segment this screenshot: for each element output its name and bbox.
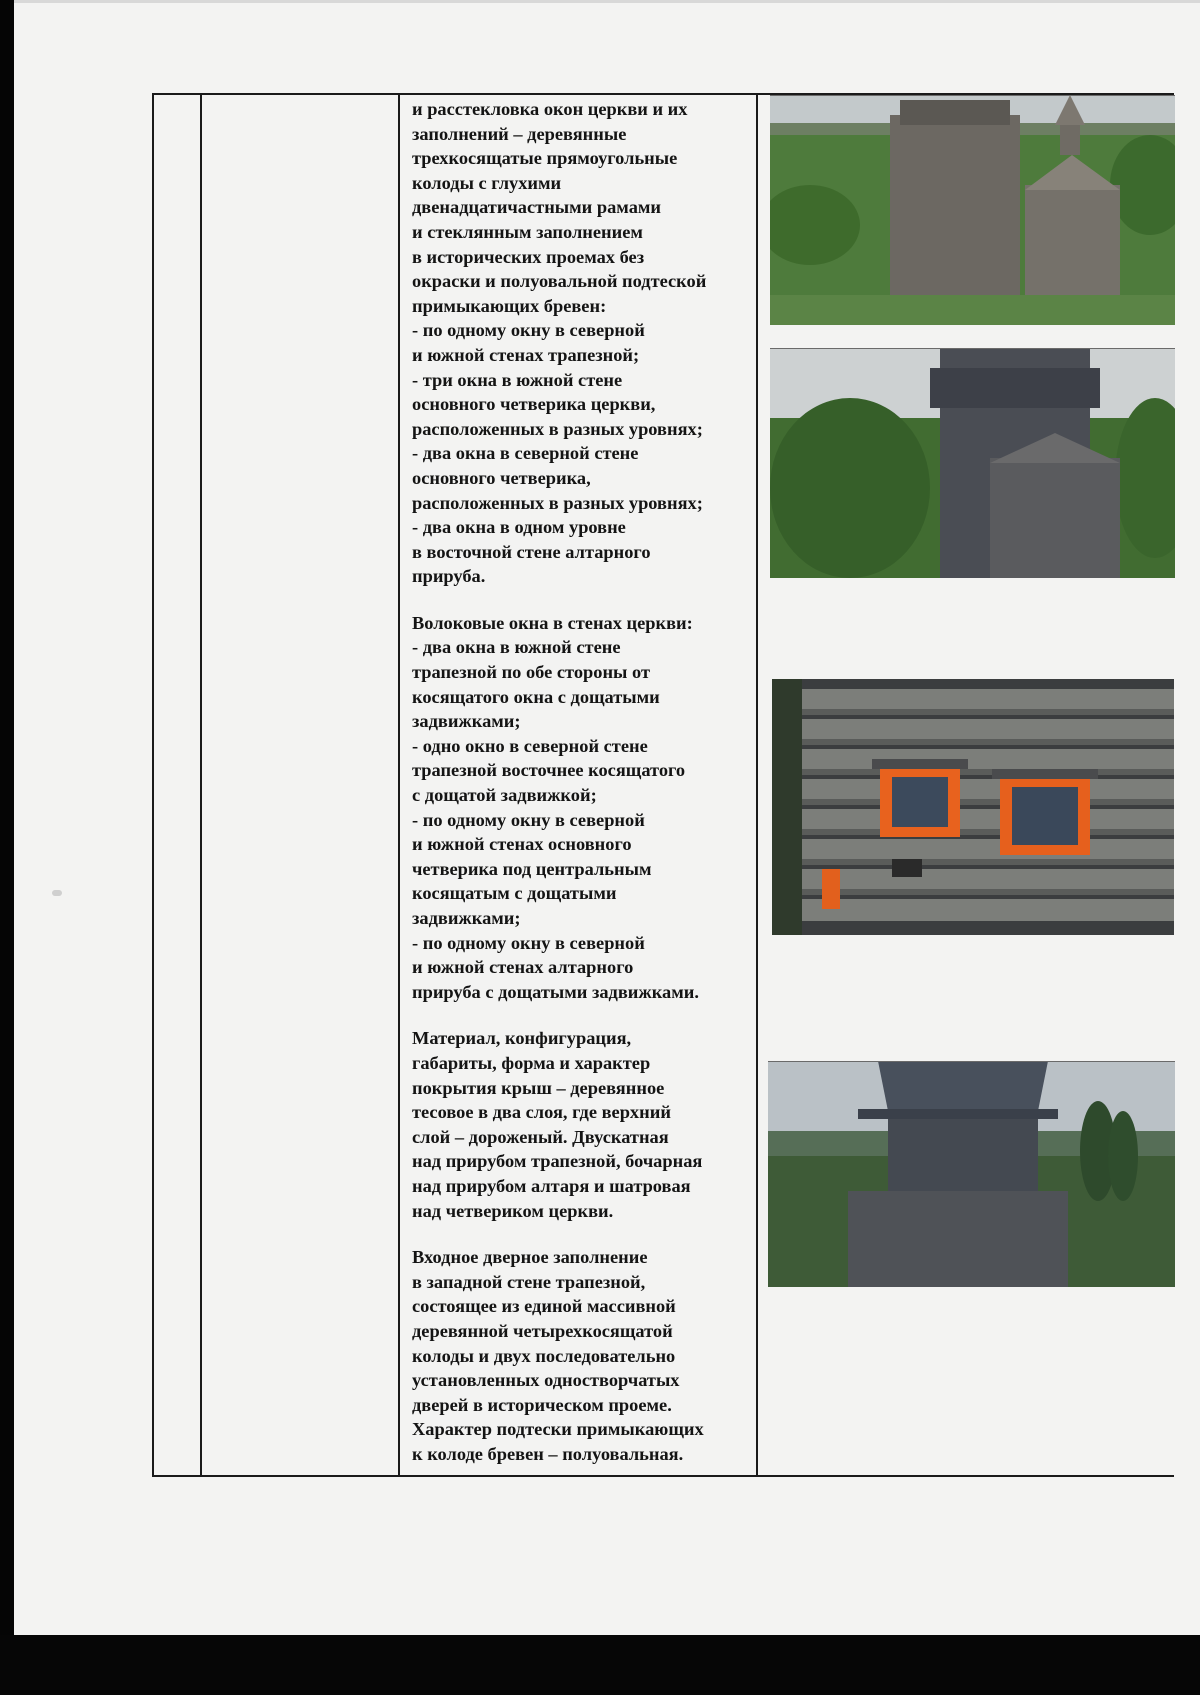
photo-rule bbox=[768, 1061, 1175, 1062]
paragraph-volokovye-windows: Волоковые окна в стенах церкви: - два окна в южной стене трапезной по обе стороны от косящатого окна с дощатыми задвижками; - одно окно в северной стене трапезной восточнее косящатого с дощатой задвижкой; - по одному окну в северной и южной стенах основного четверика под центральным косящатым с дощатыми задвижками; - по одному окну в северной и южной стенах алтарного прируба с дощатыми задвижками. bbox=[412, 612, 699, 1002]
scan-left-border bbox=[0, 0, 14, 1695]
paragraph-entrance-door: Входное дверное заполнение в западной стене трапезной, состоящее из единой массивной деревянной четырехкосящатой колоды и двух последовательно установленных одностворчатых дверей в историческом проеме. Характер подтески примыкающих к колоде бревен – полуовальная. bbox=[412, 1247, 704, 1464]
paragraph-windows: и расстекловка окон церкви и их заполнений – деревянные трехкосящатые прямоугольные колоды с глухими двенадцатичастными рамами и стеклянным заполнением в исторических проемах без окраски и полуовальной подтеской примыкающих бревен: - по одному окну в северной и южной стенах трапезной; - три окна в южной стене основного четверика церкви, расположенных в разных уровнях; - два окна в северной стене основного четверика, расположенных в разных уровнях; - два окна в одном уровне в восточной стене алтарного прируба. bbox=[412, 99, 707, 587]
photo-rule bbox=[770, 348, 1175, 349]
description-table bbox=[152, 93, 1174, 1477]
description-text bbox=[412, 97, 752, 1488]
table-border-col3 bbox=[756, 95, 758, 1475]
scan-bottom-border bbox=[0, 1635, 1200, 1695]
log-wall-windows-photo bbox=[772, 679, 1174, 935]
church-tower-photo bbox=[770, 348, 1175, 578]
table-border-col2 bbox=[398, 95, 400, 1475]
photo-top-rule bbox=[770, 95, 1175, 96]
table-border-left bbox=[152, 95, 154, 1475]
table-border-col1 bbox=[200, 95, 202, 1475]
paragraph-roofs: Материал, конфигурация, габариты, форма и характер покрытия крыш – деревянное тесовое в два слоя, где верхний слой – дороженый. Двускатная над прирубом трапезной, бочарная над прирубом алтаря и шатровая над четвериком церкви. bbox=[412, 1028, 703, 1221]
church-tent-roof-photo bbox=[768, 1061, 1175, 1287]
scan-top-edge bbox=[14, 0, 1200, 3]
church-aerial-photo bbox=[770, 95, 1175, 325]
scan-speck bbox=[52, 890, 62, 896]
